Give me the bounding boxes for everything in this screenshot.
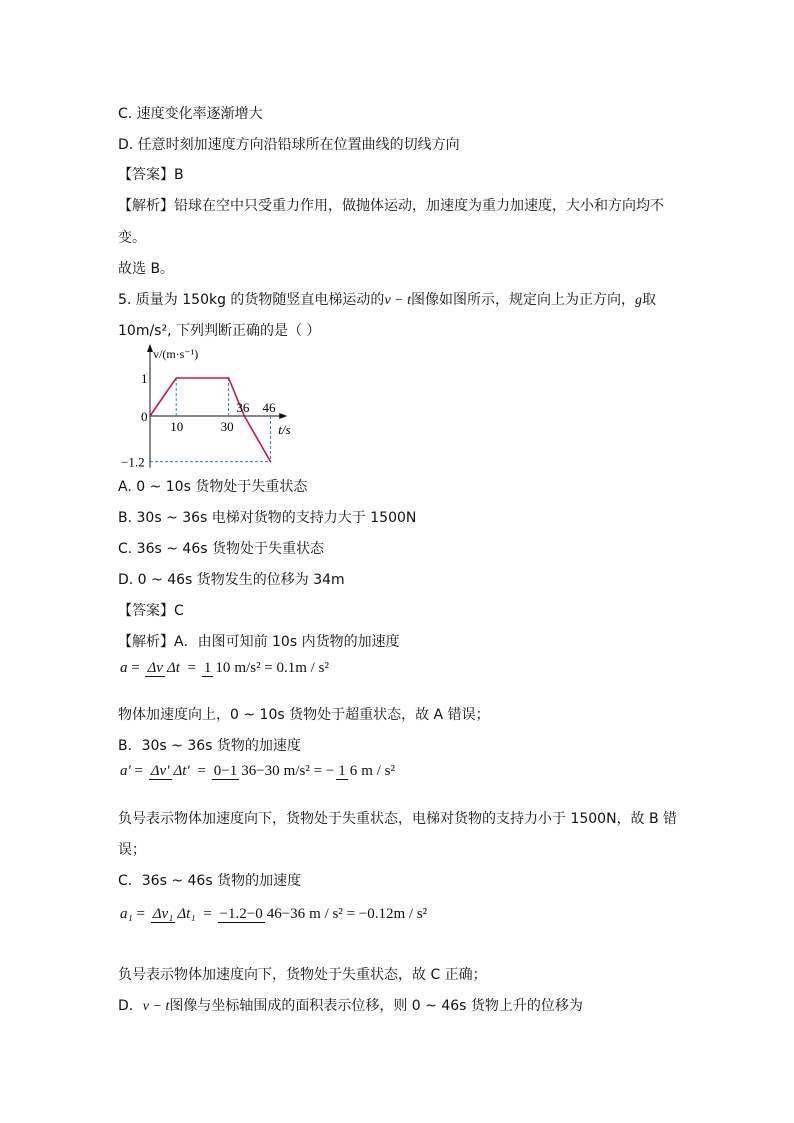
q5-analysis-d xyxy=(118,997,583,1016)
q5-stem-part1: 5. 质量为 150kg 的货物随竖直电梯运动的 xyxy=(118,292,385,308)
data-point xyxy=(228,377,230,379)
q5-stem-part2: 图像如图所示，规定向上为正方向， xyxy=(411,292,635,308)
q4-option-d: D. 任意时刻加速度方向沿铅球所在位置曲线的切线方向 xyxy=(118,137,460,153)
q4-analysis-line2: 变。 xyxy=(118,230,146,246)
eq-c-num2: −1.2−0 xyxy=(219,906,263,922)
q4-analysis-line1: 【解析】铅球在空中只受重力作用，做抛体运动，加速度为重力加速度，大小和方向均不 xyxy=(118,198,664,214)
eq-a-den2: 10 xyxy=(215,660,231,676)
q5-text-b3: 误； xyxy=(118,842,146,858)
eq-b-unit-mid: m/s² = − xyxy=(283,763,335,779)
q5-analysis-d-part1: D． xyxy=(118,998,143,1014)
eq-b-num3: 1 xyxy=(338,763,346,779)
q5-option-a: A. 0 ~ 10s 货物处于失重状态 xyxy=(118,479,308,495)
eq-a-num1: Δv xyxy=(147,660,163,676)
q5-option-b: B. 30s ~ 36s 电梯对货物的支持力大于 1500N xyxy=(118,510,417,526)
q5-analysis-c: C．36s ~ 46s 货物的加速度 xyxy=(118,873,302,889)
q5-stem-g: g xyxy=(635,293,642,308)
eq-c-num1: Δv₁ xyxy=(152,906,174,922)
y-tick-neg1-2: −1.2 xyxy=(121,454,145,470)
q5-stem-line2: 10m/s², 下列判断正确的是（ ） xyxy=(118,323,321,339)
y-axis-label: v/(m·s⁻¹) xyxy=(153,347,199,361)
x-axis-label: t/s xyxy=(278,422,291,437)
q5-option-d: D. 0 ~ 46s 货物发生的位移为 34m xyxy=(118,572,345,588)
eq-a-num2: 1 xyxy=(203,660,212,676)
eq-b-num1: Δv′ xyxy=(150,763,170,779)
y-tick-1: 1 xyxy=(141,371,148,386)
q5-text-a2: 物体加速度向上，0 ~ 10s 货物处于超重状态，故 A 错误； xyxy=(118,707,490,723)
vt-chart xyxy=(121,340,318,470)
eq-c-den2: 46−36 xyxy=(266,906,306,922)
eq-b-unit: m / s² xyxy=(361,763,395,779)
eq-b-den2: 36−30 xyxy=(241,763,280,779)
eq-b-num2: 0−1 xyxy=(213,763,238,779)
q5-text-c2: 负号表示物体加速度向下，货物处于失重状态，故 C 正确； xyxy=(118,967,487,983)
q5-analysis-b: B．30s ~ 36s 货物的加速度 xyxy=(118,738,301,754)
q5-text-b2: 负号表示物体加速度向下，货物处于失重状态，电梯对货物的支持力小于 1500N，故 B 错 xyxy=(118,811,678,827)
q5-stem-vt: v − t xyxy=(384,293,411,308)
x-tick-10: 10 xyxy=(170,419,184,434)
series-line xyxy=(150,378,271,462)
q5-analysis-d-vt: v − t xyxy=(142,999,170,1014)
data-point xyxy=(244,415,246,417)
data-point xyxy=(270,461,272,463)
equation-c: a₁ = Δv₁ Δt₁ = −1.2−0 46−36 m / s² = −0.12m / s² xyxy=(120,906,428,922)
q4-option-c: C. 速度变化率逐渐增大 xyxy=(118,106,263,122)
y-tick-0: 0 xyxy=(141,409,148,424)
eq-c-lhs: a₁ xyxy=(120,906,133,922)
data-point xyxy=(149,415,151,417)
x-axis-arrow xyxy=(279,413,287,419)
eq-b-den1: Δt′ xyxy=(173,763,190,779)
q5-analysis-d-part2: 图像与坐标轴围成的面积表示位移，则 0 ~ 46s 货物上升的位移为 xyxy=(169,998,583,1014)
equation-b: a′ = Δv′ Δt′ = 0−1 36−30 m/s² = − 1 6 m / s² xyxy=(120,763,395,779)
equation-a: a = Δv Δt = 1 10 m/s² = 0.1m / s² xyxy=(120,660,329,676)
eq-c-den1: Δt₁ xyxy=(177,906,196,922)
q4-answer: 【答案】B xyxy=(118,167,184,183)
eq-a-unit: m/s² = 0.1m / s² xyxy=(234,660,329,676)
q5-answer: 【答案】C xyxy=(118,603,184,619)
eq-b-den3: 6 xyxy=(349,763,358,779)
x-tick-36: 36 xyxy=(236,400,250,415)
q5-stem-part3: 取 xyxy=(642,292,656,308)
eq-b-lhs: a′ xyxy=(120,763,131,779)
q4-conclusion: 故选 B。 xyxy=(118,261,175,277)
x-tick-30: 30 xyxy=(220,419,234,434)
data-point xyxy=(175,377,177,379)
x-tick-46: 46 xyxy=(262,400,276,415)
eq-c-unit: m / s² = −0.12m / s² xyxy=(309,906,428,922)
q5-option-c: C. 36s ~ 46s 货物处于失重状态 xyxy=(118,541,324,557)
q5-analysis-a: 【解析】A．由图可知前 10s 内货物的加速度 xyxy=(118,634,400,650)
q5-stem-line1 xyxy=(118,291,656,310)
eq-a-lhs: a xyxy=(120,660,128,676)
eq-a-den1: Δt xyxy=(166,660,180,676)
